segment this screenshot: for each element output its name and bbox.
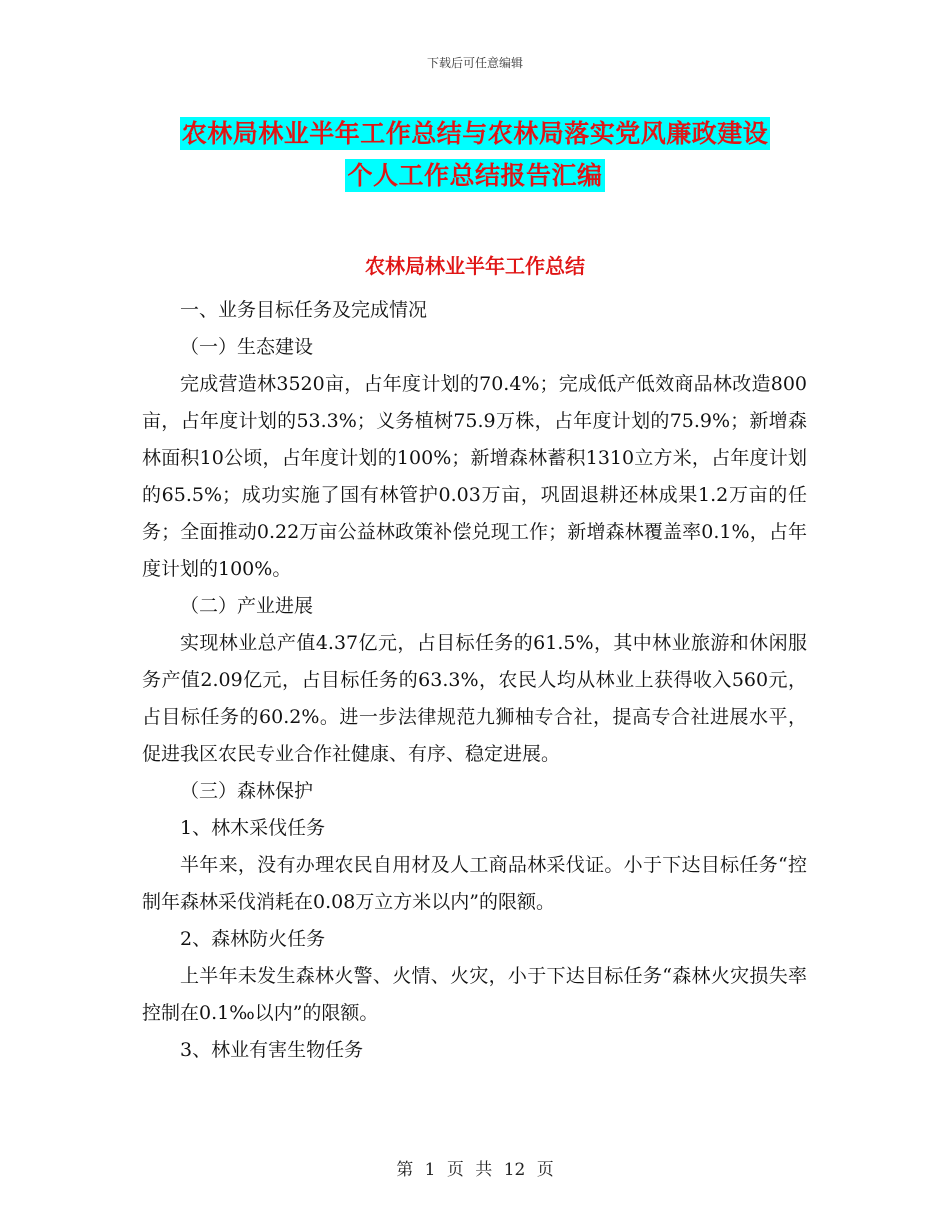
paragraph: 一、业务目标任务及完成情况 [180,299,428,321]
page-header: 下载后可任意编辑 [426,56,523,70]
section-title: 农林局林业半年工作总结 [365,254,585,278]
paragraph: 完成营造林3520亩，占年度计划的70.4%；完成低产低效商品林改造800亩，占年度计划的53.3%；义务植树75.9万株，占年度计划的75.9%；新增森林面积10公顷，占年度计划的100%；新增森林蓄积1310立方米，占年度计划的65.5%；成功实施了国有林管护0.03万亩，巩固退耕还林成果1.2万亩的任务；全面推动0.22万亩公益林政策补偿兑现工作；新增森林覆盖率0.1%，占年度计划的100%。 [142,373,807,580]
document-title-line-1 [0,114,950,150]
paragraph: 3、林业有害生物任务 [180,1039,364,1061]
paragraph: （二）产业进展 [180,595,314,617]
document-title-line-2 [0,156,950,192]
paragraph: 实现林业总产值4.37亿元，占目标任务的61.5%，其中林业旅游和休闲服务产值2.09亿元，占目标任务的63.3%，农民人均从林业上获得收入560元，占目标任务的60.2%。进一步法律规范九狮柚专合社，提高专合社进展水平，促进我区农民专业合作社健康、有序、稳定进展。 [142,632,807,765]
paragraph: （三）森林保护 [180,780,314,802]
page-number-footer: 第 1 页 共 12 页 [396,1160,554,1180]
document-title-text-1: 农林局林业半年工作总结与农林局落实党风廉政建设 [181,119,769,148]
paragraph: 1、林木采伐任务 [180,817,326,839]
paragraph: 2、森林防火任务 [180,928,326,950]
paragraph: 半年来，没有办理农民自用材及人工商品林采伐证。小于下达目标任务“控制年森林采伐消耗在0.08万立方米以内”的限额。 [142,854,807,913]
document-body [142,292,807,1069]
paragraph: （一）生态建设 [180,336,314,358]
paragraph: 上半年未发生森林火警、火情、火灾，小于下达目标任务“森林火灾损失率控制在0.1‰以内”的限额。 [142,965,807,1024]
document-title-text-2: 个人工作总结报告汇编 [347,161,603,190]
